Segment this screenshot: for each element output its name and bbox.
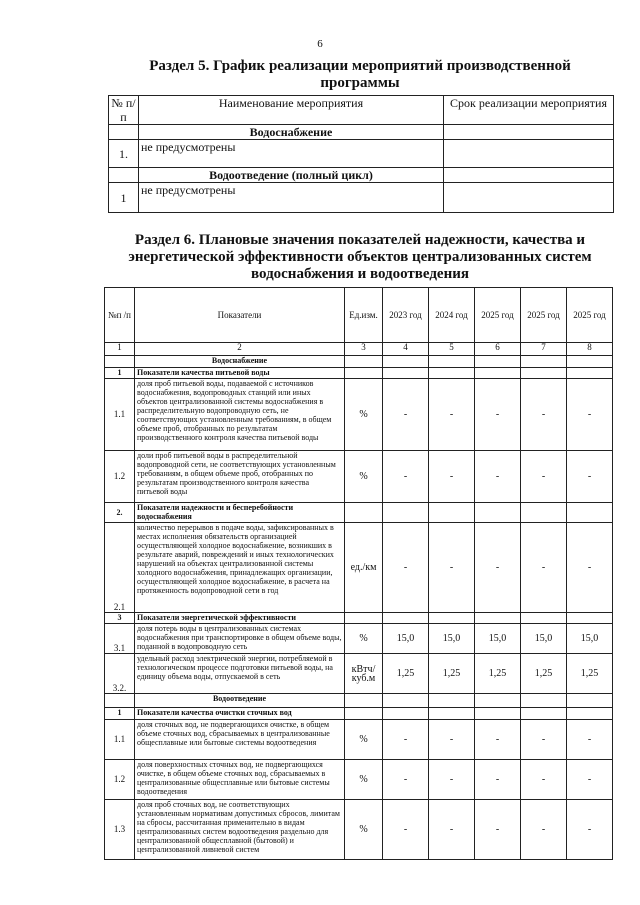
- row-value: 15,0: [429, 624, 475, 654]
- row-num: 1.1: [105, 720, 135, 760]
- row-value: -: [429, 800, 475, 860]
- row-text: количество перерывов в подаче воды, зафиксированных в местах исполнения обязательств организацией осуществляющей холодное водоснабжение, возникших в результате аварий, повреждений и иных технологических нарушений на объектах централизованной системы холодного водоснабжения, принадлежащих организации, осуществляющей холодное водоснабжение, в расчета на протяженность водопроводной сети в год: [135, 523, 345, 613]
- group-title: Показатели надежности и бесперебойности водоснабжения: [135, 503, 345, 523]
- section5-title-line2: программы: [320, 75, 400, 91]
- row-value: -: [567, 760, 613, 800]
- row-value: -: [475, 379, 521, 451]
- row-value: -: [429, 451, 475, 503]
- row-value: -: [475, 760, 521, 800]
- row-value: -: [383, 523, 429, 613]
- row-value: 1,25: [521, 654, 567, 694]
- section6-title: [100, 232, 620, 283]
- row-value: -: [475, 523, 521, 613]
- col-number: 6: [475, 343, 521, 356]
- group-num: 1: [105, 368, 135, 379]
- row-value: -: [567, 451, 613, 503]
- row-unit: %: [345, 624, 383, 654]
- header-year: 2024 год: [429, 288, 475, 343]
- row-text: не предусмотрены: [139, 140, 444, 168]
- page-number: 6: [317, 38, 323, 50]
- row-unit: %: [345, 720, 383, 760]
- row-value: -: [475, 800, 521, 860]
- row-text: доля сточных вод, не подвергающихся очистке, в общем объеме сточных вод, сбрасываемых в централизованные общесплавные или бытовые системы водоотведения: [135, 720, 345, 760]
- row-num: 1.1: [105, 379, 135, 451]
- col-number: 8: [567, 343, 613, 356]
- row-unit: %: [345, 379, 383, 451]
- row-value: -: [521, 800, 567, 860]
- header-indicators: Показатели: [135, 288, 345, 343]
- row-value: -: [521, 379, 567, 451]
- group-title: Показатели энергетической эффективности: [135, 613, 345, 624]
- row-value: -: [521, 451, 567, 503]
- row-text: доли проб питьевой воды в распределительной водопроводной сети, не соответствующих установленным требованиям, в общем объеме проб, отобранных по результатам производственного контроля качества питьевой воды: [135, 451, 345, 503]
- row-value: 1,25: [383, 654, 429, 694]
- header-num: № п/п: [109, 96, 139, 125]
- row-unit: %: [345, 800, 383, 860]
- row-value: -: [429, 379, 475, 451]
- row-value: 15,0: [567, 624, 613, 654]
- section6-title-line2: энергетической эффективности объектов централизованных систем: [128, 249, 592, 265]
- section5-table: [108, 95, 614, 213]
- row-num: 1.2: [105, 760, 135, 800]
- row-text: не предусмотрены: [139, 183, 444, 213]
- row-value: -: [521, 760, 567, 800]
- header-year: 2025 год: [521, 288, 567, 343]
- section6-title-line1: Раздел 6. Плановые значения показателей надежности, качества и: [134, 232, 586, 248]
- row-value: -: [383, 451, 429, 503]
- section6-title-line3: водоснабжения и водоотведения: [251, 266, 469, 282]
- row-value: 1,25: [429, 654, 475, 694]
- row-value: -: [383, 379, 429, 451]
- row-value: -: [567, 379, 613, 451]
- row-num: 2.1: [105, 523, 135, 613]
- row-value: -: [475, 720, 521, 760]
- section5-title: [100, 58, 620, 92]
- col-number: 7: [521, 343, 567, 356]
- row-value: 15,0: [521, 624, 567, 654]
- header-term: Срок реализации мероприятия: [444, 96, 614, 125]
- header-num: №п /п: [105, 288, 135, 343]
- header-year: 2025 год: [567, 288, 613, 343]
- group-heading: Водоотведение (полный цикл): [139, 168, 444, 183]
- header-year: 2023 год: [383, 288, 429, 343]
- row-value: -: [567, 800, 613, 860]
- subsection-heading: Водоотведение: [135, 694, 345, 708]
- row-text: доля проб питьевой воды, подаваемой с источников водоснабжения, водопроводных станций или иных объектов централизованной системы водоснабжения в распределительную водопроводную сеть, не соответствующих установленным требованиям, в общем объеме проб, отобранных по результатам производственного контроля качества питьевой воды: [135, 379, 345, 451]
- row-num: 3.2.: [105, 654, 135, 694]
- col-number: 5: [429, 343, 475, 356]
- row-text: доля проб сточных вод, не соответствующих установленным нормативам допустимых сбросов, лимитам на сбросы, рассчитанная применительно в видам централизованных систем водоотведения раздельно для централизованной общесплавной (бытовой) и централизованной ливневой систем: [135, 800, 345, 860]
- row-unit: ед./км: [345, 523, 383, 613]
- row-unit: %: [345, 760, 383, 800]
- row-value: -: [383, 800, 429, 860]
- row-value: -: [567, 720, 613, 760]
- row-value: -: [429, 523, 475, 613]
- row-value: -: [429, 760, 475, 800]
- row-num: 1: [109, 183, 139, 213]
- header-name: Наименование мероприятия: [139, 96, 444, 125]
- section6-table: [104, 287, 613, 860]
- group-num: 3: [105, 613, 135, 624]
- row-value: 15,0: [383, 624, 429, 654]
- row-value: -: [567, 523, 613, 613]
- col-number: 4: [383, 343, 429, 356]
- group-title: Показатели качества очистки сточных вод: [135, 708, 345, 720]
- row-num: 3.1: [105, 624, 135, 654]
- row-value: -: [383, 760, 429, 800]
- group-title: Показатели качества питьевой воды: [135, 368, 345, 379]
- row-unit: %: [345, 451, 383, 503]
- row-value: 1,25: [567, 654, 613, 694]
- row-num: 1.2: [105, 451, 135, 503]
- section5-title-line1: Раздел 5. График реализации мероприятий производственной: [149, 58, 571, 74]
- row-text: доля поверхностных сточных вод, не подвергающихся очистке, в общем объеме сточных вод, сбрасываемых в централизованные общесплавные или бытовые системы водоотведения: [135, 760, 345, 800]
- row-value: 15,0: [475, 624, 521, 654]
- header-unit: Ед.изм.: [345, 288, 383, 343]
- group-num: 1: [105, 708, 135, 720]
- row-value: -: [475, 451, 521, 503]
- row-value: -: [521, 720, 567, 760]
- row-value: -: [521, 523, 567, 613]
- col-number: 2: [135, 343, 345, 356]
- row-text: доля потерь воды в централизованных системах водоснабжения при транспортировке в общем объеме воды, поданной в водопроводную сеть: [135, 624, 345, 654]
- row-num: 1.3: [105, 800, 135, 860]
- row-num: 1.: [109, 140, 139, 168]
- col-number: 3: [345, 343, 383, 356]
- header-year: 2025 год: [475, 288, 521, 343]
- row-text: удельный расход электрической энергии, потребляемой в технологическом процессе подготовки питьевой воды, на единицу объема воды, отпускаемой в сеть: [135, 654, 345, 694]
- group-heading: Водоснабжение: [139, 125, 444, 140]
- row-value: -: [383, 720, 429, 760]
- group-num: 2.: [105, 503, 135, 523]
- subsection-heading: Водоснабжение: [135, 356, 345, 368]
- row-value: 1,25: [475, 654, 521, 694]
- row-value: -: [429, 720, 475, 760]
- col-number: 1: [105, 343, 135, 356]
- row-unit: кВтч/ куб.м: [345, 654, 383, 694]
